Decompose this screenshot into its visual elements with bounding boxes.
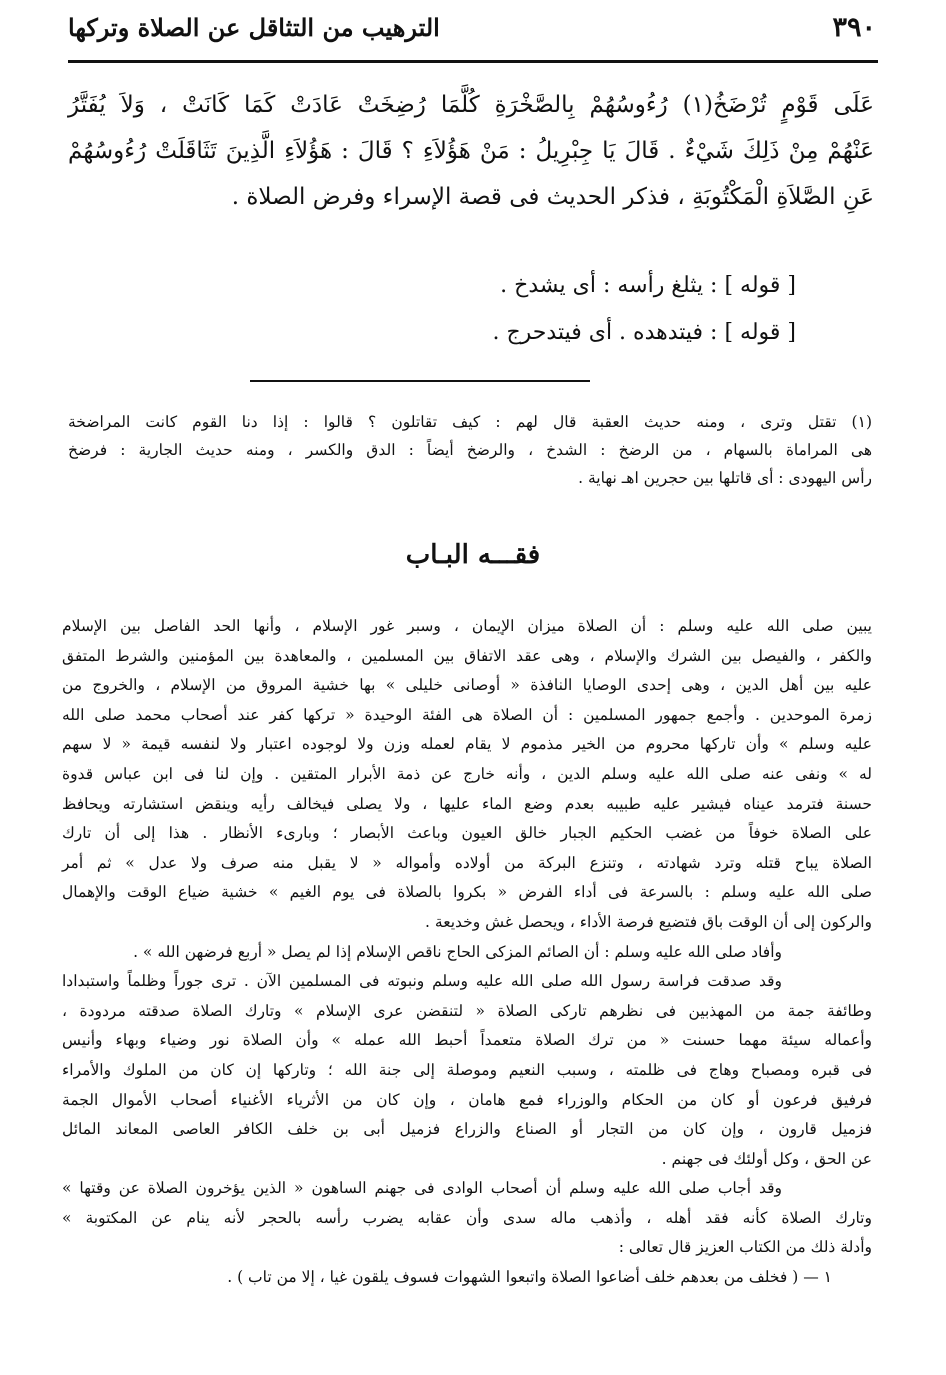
page-header <box>68 6 876 48</box>
gloss-line: [ قوله ] : فيتدهده . أى فيتدحرج . <box>492 320 796 345</box>
body-line: الصلاة يباح قتله وترد شهادته ، وتنزع البركة من أولاده وأمواله « لا يقبل منه صرف ولا عدل » ثم أمر <box>62 853 872 872</box>
body-line: عن الحق ، وكل أولئك فى جهنم . <box>661 1149 872 1168</box>
body-line: عليه وسلم » وأن تاركها محروم من الخير مذموم لا يقام لعمله وزن ولا لوجوده اعتبار ولا لنفسه قيمة « لا سهم <box>62 735 872 754</box>
footnote-line: (١) تقتل وترى ، ومنه حديث العقبة قال لهم : كيف تقاتلون ؟ قالوا : إذا دنا القوم كانت المراضخة <box>68 413 872 431</box>
body-line: وطائفة جمة من المهذبين فى نظرهم تاركى الصلاة « لتنقضن عرى الإسلام » وتارك الصلاة صدقته مردودة ، <box>62 1001 872 1020</box>
body-line: فرفيق فرعون أو كان من الحكام والوزراء فمع هامان ، وإن كان من الأثرياء الأغنياء أصحاب الأموال الجمة <box>62 1090 872 1109</box>
body-line: على الصلاة خوفاً من غضب الحكيم الجبار خالق العيون وباعث الأبصار ؛ وبارىء الأنظار . هذا إلى أن تارك <box>62 824 872 843</box>
footnote <box>68 408 872 492</box>
gloss-line: [ قوله ] : يثلغ رأسه : أى يشدخ . <box>500 273 796 298</box>
body-line: حسنة فترمد عيناه فيشير عليه طبيبه بعدم وضع الماء عليها ، ولا يصلى فيخالف رأيه وينقض استشارته ويحافظ <box>62 794 872 813</box>
hadith-line: عَنْهُمْ مِنْ ذَلِكَ شَيْءٌ . قَالَ يَا جِبْرِيلُ : مَنْ هَؤُلاَءِ ؟ قَالَ : هَؤُلاَءِ الَّذِينَ تَثَاقَلَتْ رُءُوسُهُمْ <box>68 138 874 164</box>
body-line: والركون إلى أن الوقت باق فتضيع فرصة الأداء ، ويحصل غش وخديعة . <box>425 912 872 931</box>
footnote-line: هى المراماة بالسهام ، من الرضخ : الشدخ ، والرضخ أيضاً : الدق والكسر ، ومنه حديث الجارية : فرضخ <box>68 441 872 459</box>
page-number: ٣٩٠ <box>832 11 876 43</box>
body-line: عليه بين أهل الدين ، وهى إحدى الوصايا النافذة « أوصانى خليلى » بها خشية المروق من الإسلام ، والخروج من <box>62 676 872 695</box>
footnote-line: رأس اليهودى : أى قاتلها بين حجرين اهـ نهاية . <box>578 469 872 487</box>
verse-line: ١ — ( فخلف من بعدهم خلف أضاعوا الصلاة واتبعوا الشهوات فسوف يلقون غيا ، إلا من تاب ) . <box>227 1268 832 1287</box>
hadith-line: عَنِ الصَّلاَةِ الْمَكْتُوبَةِ ، فذكر الحديث فى قصة الإسراء وفرض الصلاة . <box>231 184 874 210</box>
body-line: صلى الله عليه وسلم : بالسرعة فى أداء الفرض « بكروا بالصلاة فى يوم الغيم » خشية ضياع الوقت والإهمال <box>62 883 872 902</box>
hadith-line: عَلَى قَوْمٍ تُرْضَخُ(١) رُءُوسُهُمْ بِالصَّخْرَةِ كُلَّمَا رُضِخَتْ عَادَتْ كَمَا كَانَتْ ، وَلاَ يُفَتَّرُ <box>68 92 874 118</box>
running-title: الترهيب من التثاقل عن الصلاة وتركها <box>68 12 440 42</box>
footnote-divider <box>250 380 590 382</box>
section-title: فقـــه البـاب <box>405 540 541 570</box>
gloss-notes <box>68 262 796 356</box>
body-line: وأدلة ذلك من الكتاب العزيز قال تعالى : <box>618 1238 872 1257</box>
body-line: يبين صلى الله عليه وسلم : أن الصلاة ميزان الإيمان ، وسبر غور الإسلام ، وأنها الحد الفاصل بين الإسلام <box>62 617 872 635</box>
body-line: وقد صدقت فراسة رسول الله صلى الله عليه وسلم ونبوته فى المسلمين الآن . ترى جوراً وظلماً واستبدادا <box>62 972 782 991</box>
body-line: فزميل قارون ، وإن كان من التجار أو الصناع والزراع فزميل أبى بن خلف الكافر العاصى المعاند المائل <box>62 1120 872 1139</box>
body-line: والكفر ، والفيصل بين الشرك والإسلام ، وهى عقد الاتفاق بين المسلمين ، والمعاهدة بين المؤمنين والشرط المتفق <box>62 646 872 665</box>
body-line: وتارك الصلاة كأنه فقد أهله ، وأذهب ماله سدى وأن عقابه يضرب رأسه بالحجر لأنه ينام عن المكتوبة » <box>62 1208 872 1227</box>
header-divider <box>68 60 878 63</box>
body-line: وأعماله سيئة مهما حسنت « من ترك الصلاة متعمداً أحبط الله عمله » وأن الصلاة نور وضياء وبهاء وأنيس <box>62 1031 872 1050</box>
body-line: وقد أجاب صلى الله عليه وسلم أن أصحاب الوادى فى جهنم الساهون « الذين يؤخرون الصلاة عن وقتها » <box>62 1179 782 1198</box>
commentary-text <box>62 612 872 1293</box>
body-line: له » ونفى عنه صلى الله عليه وسلم الدين ، وأنه خارج عن ذمة الأبرار المتقين . وإن لنا فى ابن عباس قدوة <box>62 764 872 783</box>
body-line: وأفاد صلى الله عليه وسلم : أن الصائم المزكى الحاج ناقص الإسلام إذا لم يصل « أربع فرضهن الله » . <box>133 942 782 961</box>
body-line: زمرة الموحدين . وأجمع جمهور المسلمين : أن الصلاة هى الفئة الوحيدة « تركها كفر عند أصحاب محمد صلى الله <box>62 705 872 724</box>
body-line: فى قبره ومصباح وهاج فى ظلمته ، وسبب النعيم وموصلة إلى جنة الله ؛ وتاركها إن كان من الملوك والأمراء <box>62 1060 872 1079</box>
hadith-text <box>68 82 874 220</box>
